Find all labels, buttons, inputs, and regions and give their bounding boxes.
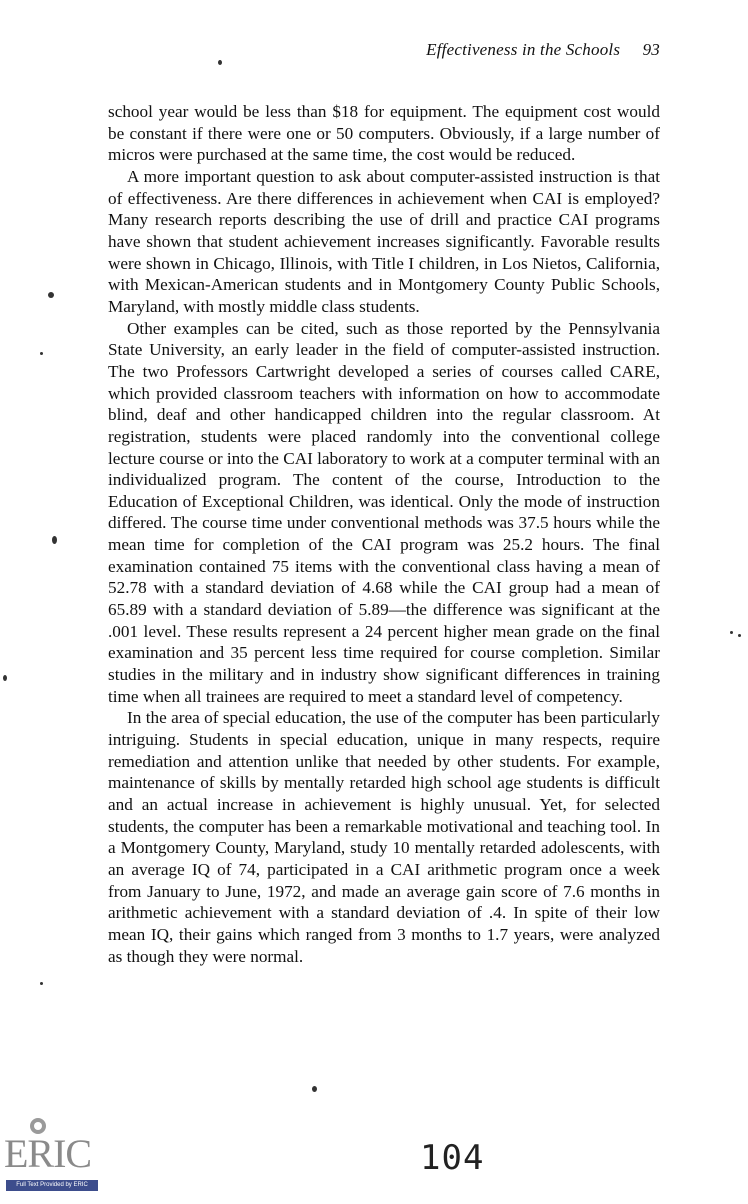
page-number: 93 xyxy=(642,40,660,59)
scan-speck xyxy=(48,292,54,298)
eric-logo-text: ERIC xyxy=(4,1131,92,1176)
eric-logo-caption: Full Text Provided by ERIC xyxy=(6,1180,98,1191)
running-head xyxy=(360,40,660,60)
paragraph-special-education: In the area of special education, the use of the computer has been particularly intriguing. Students in special education, unique in many respects, require remediation and attention unlike that needed by other students. For example, maintenance of skills by mentally retarded high school age students is difficult and an actual increase in achievement is highly unusual. Yet, for selected students, the computer has been a remarkable motivational and teaching tool. In a Montgomery County, Maryland, study 10 mentally retarded adolescents, with an average IQ of 74, participated in a CAI arithmetic program once a week from January to June, 1972, and made an average gain score of 7.6 months in arithmetic achievement with a standard deviation of .4. In spite of their low mean IQ, their gains which ranged from 3 months to 1.7 years, were analyzed as though they were normal. xyxy=(108,708,660,966)
scan-speck xyxy=(218,60,222,65)
scan-speck xyxy=(3,675,7,681)
eric-logo xyxy=(4,1116,100,1202)
body-text xyxy=(108,101,660,967)
scan-speck xyxy=(738,634,741,637)
folio-number: 104 xyxy=(420,1138,485,1178)
paragraph-effectiveness: A more important question to ask about computer-assisted instruction is that of effectiveness. Are there differences in achievement when CAI is employed? Many research reports describing the use of drill and practice CAI programs have shown that student achievement increases significantly. Favorable results were shown in Chicago, Illinois, with Title I children, in Los Nietos, California, with Mexican-American students and in Montgomery County Public Schools, Maryland, with mostly middle class students. xyxy=(108,166,660,316)
paragraph-penn-state-study: Other examples can be cited, such as those reported by the Pennsylvania State University, an early leader in the field of computer-assisted instruction. The two Professors Cartwright developed a series of courses called CARE, which provided classroom teachers with information on how to accommodate blind, deaf and other handicapped children into the regular classroom. At registration, students were placed randomly into the conventional college lecture course or into the CAI laboratory to work at a computer terminal with an individualized program. The content of the course, Introduction to the Education of Exceptional Children, was identical. Only the mode of instruction differed. The course time under conventional methods was 37.5 hours while the mean time for completion of the CAI program was 25.2 hours. The final examination contained 75 items with the conventional class having a mean of 52.78 with a standard deviation of 4.68 while the CAI group had a mean of 65.89 with a standard deviation of 5.89—the difference was significant at the .001 level. These results represent a 24 percent higher mean grade on the final examination and 35 percent less time required for course completion. Similar studies in the military and in industry show significant differences in training time when all trainees are required to meet a standard level of competency. xyxy=(108,318,660,706)
scan-speck xyxy=(40,352,43,355)
running-title: Effectiveness in the Schools xyxy=(426,40,621,59)
scan-speck xyxy=(312,1086,317,1092)
scan-speck xyxy=(40,982,43,985)
scan-speck xyxy=(730,631,733,634)
scan-speck xyxy=(52,536,57,544)
paragraph-continuation: school year would be less than $18 for equipment. The equipment cost would be constant if there were one or 50 computers. Obviously, if a large number of micros were purchased at the same time, the cost would be reduced. xyxy=(108,102,660,165)
